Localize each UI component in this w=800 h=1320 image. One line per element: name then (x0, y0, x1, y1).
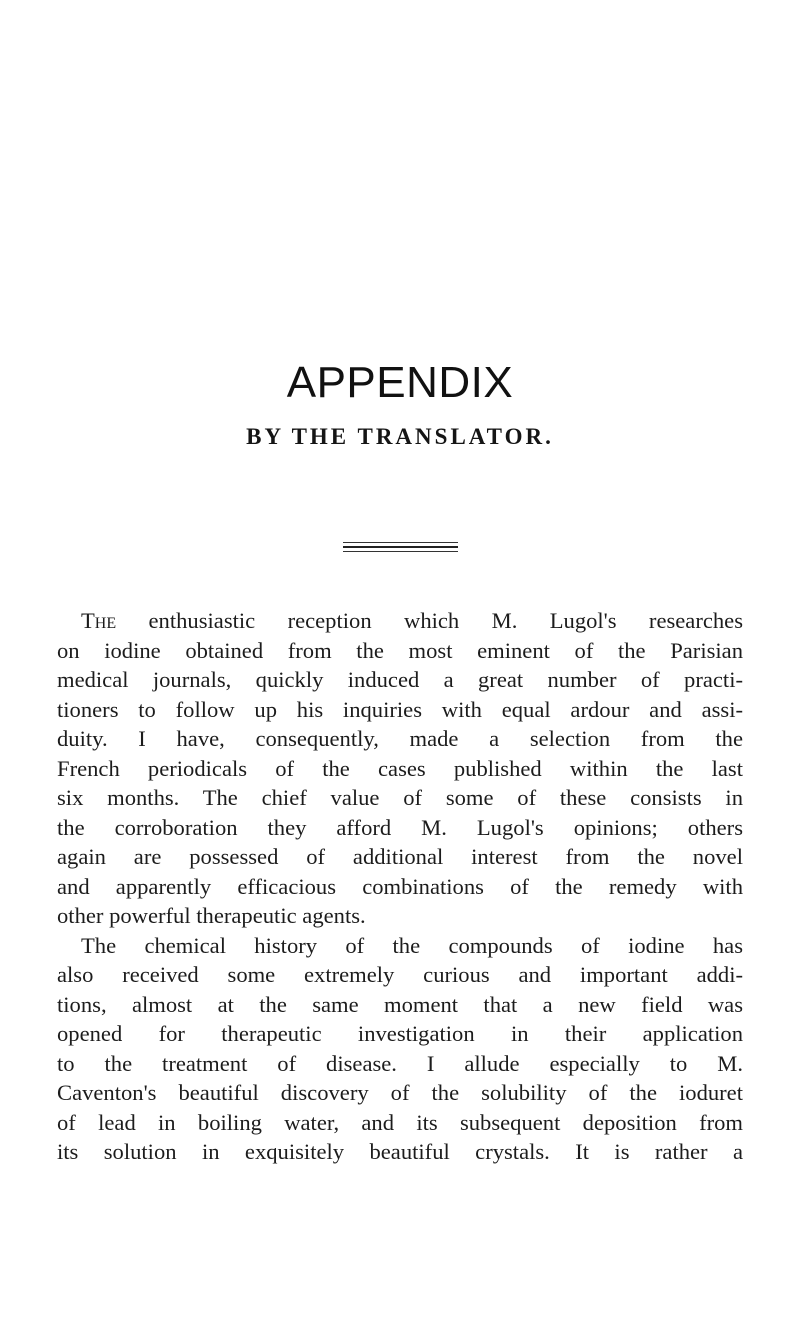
paragraph-line: on iodine obtained from the most eminent of the Parisian (57, 637, 743, 663)
paragraph-line: again are possessed of additional interest from the novel (57, 844, 743, 869)
first-line-rest: enthusiastic reception which M. Lugol's researches (148, 608, 743, 633)
lead-word: The (81, 608, 117, 633)
paragraph-1-line-1 (57, 606, 743, 636)
body-text (57, 606, 743, 1167)
paragraph-line: and apparently efficacious combinations of the remedy with (57, 873, 743, 899)
decorative-rule-bottom (343, 551, 458, 552)
paragraph-line: tioners to follow up his inquiries with equal ardour and assi- (57, 696, 743, 722)
paragraph-line: tions, almost at the same moment that a new field was (57, 991, 743, 1017)
paragraph-line: the corroboration they afford M. Lugol's opinions; others (57, 814, 743, 840)
appendix-title: APPENDIX (286, 358, 514, 407)
paragraph-line: its solution in exquisitely beautiful crystals. It is rather a (57, 1139, 743, 1164)
paragraph-line: six months. The chief value of some of these consists in (57, 785, 743, 810)
paragraph-line: Caventon's beautiful discovery of the solubility of the ioduret (57, 1080, 743, 1105)
translator-subtitle: BY THE TRANSLATOR. (246, 424, 554, 449)
paragraph-line: other powerful therapeutic agents. (57, 903, 366, 928)
decorative-rule-top (343, 542, 458, 543)
paragraph-line: French periodicals of the cases published within the last (57, 755, 743, 781)
paragraph-line: also received some extremely curious and important addi- (57, 962, 743, 987)
decorative-rule-middle (343, 546, 458, 549)
paragraph-line: duity. I have, consequently, made a selection from the (57, 726, 743, 751)
paragraph-line: opened for therapeutic investigation in their application (57, 1021, 743, 1046)
paragraph-line: The chemical history of the compounds of iodine has (81, 932, 743, 958)
paragraph-line: medical journals, quickly induced a great number of practi- (57, 667, 743, 692)
paragraph-line: to the treatment of disease. I allude especially to M. (57, 1050, 743, 1076)
paragraph-line: of lead in boiling water, and its subsequent deposition from (57, 1109, 743, 1135)
